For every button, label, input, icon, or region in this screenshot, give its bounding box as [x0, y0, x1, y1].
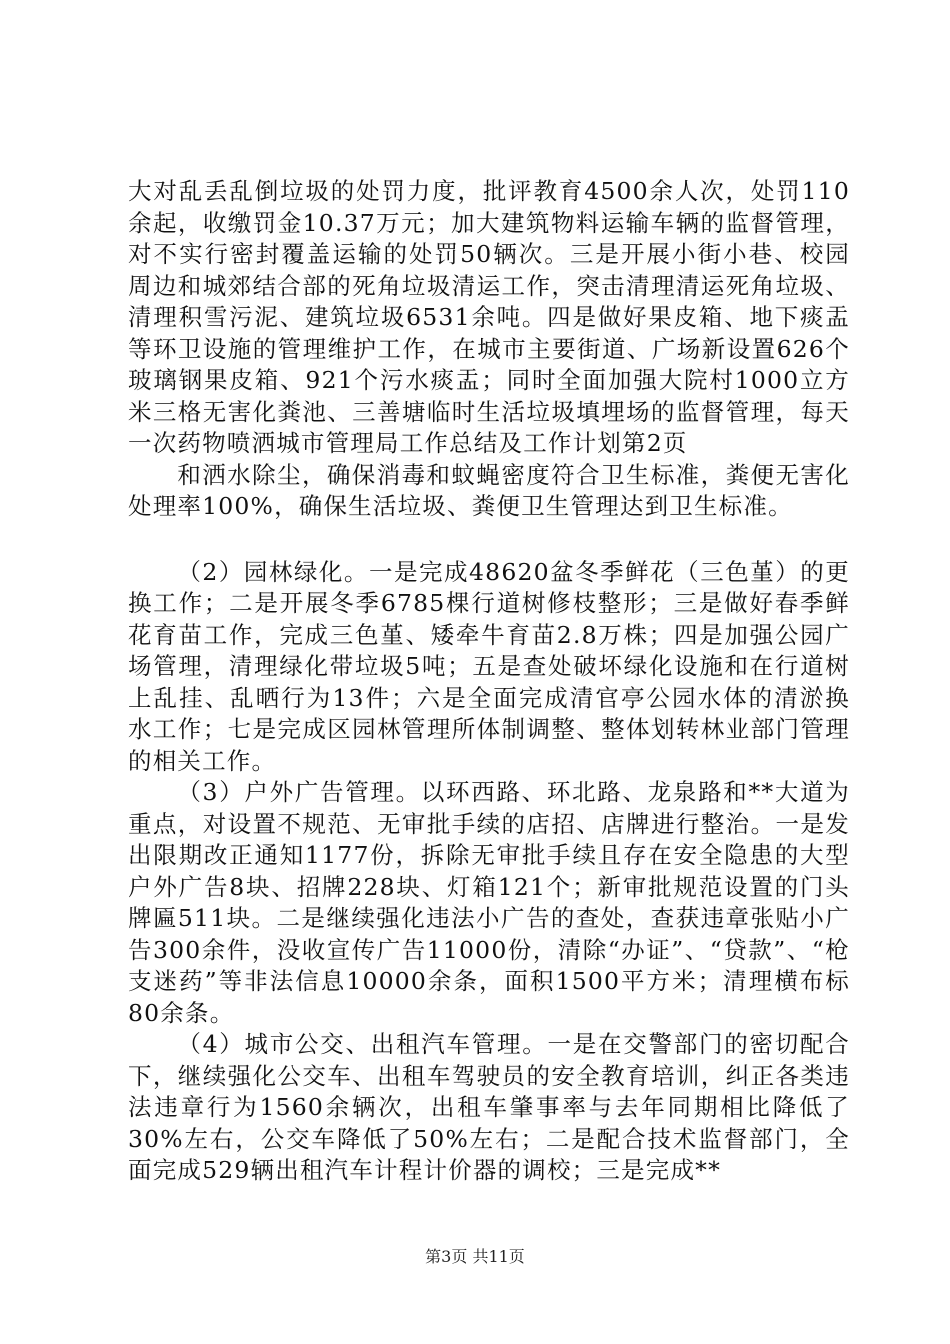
- page-number-footer: 第3页 共11页: [425, 1247, 525, 1266]
- paragraph-landscaping: （2）园林绿化。一是完成48620盆冬季鲜花（三色堇）的更换工作；二是开展冬季6785棵行道树修枝整形；三是做好春季鲜花育苗工作，完成三色堇、矮牵牛育苗2.8万株；四是加强公园广场管理，清理绿化带垃圾5吨；五是查处破坏绿化设施和在行道树上乱挂、乱晒行为13件；六是全面完成清官亭公园水体的清淤换水工作；七是完成区园林管理所体制调整、整体划转林业部门管理的相关工作。: [128, 557, 850, 775]
- paragraph-outdoor-advertising: （3）户外广告管理。以环西路、环北路、龙泉路和**大道为重点，对设置不规范、无审批手续的店招、店牌进行整治。一是发出限期改正通知1177份，拆除无审批手续且存在安全隐患的大型户外广告8块、招牌228块、灯箱121个；新审批规范设置的门头牌匾511块。二是继续强化违法小广告的查处，查获违章张贴小广告300余件，没收宣传广告11000份，清除“办证”、“贷款”、“枪支迷药”等非法信息10000余条，面积1500平方米；清理横布标80余条。: [128, 778, 850, 1027]
- document-body: [128, 176, 850, 1187]
- paragraph-bus-taxi: （4）城市公交、出租汽车管理。一是在交警部门的密切配合下，继续强化公交车、出租车驾驶员的安全教育培训，纠正各类违法违章行为1560余辆次，出租车肇事率与去年同期相比降低了30%左右，公交车降低了50%左右；二是配合技术监督部门，全面完成529辆出租汽车计程计价器的调校；三是完成**: [128, 1030, 850, 1184]
- paragraph-spacer: [128, 523, 850, 557]
- paragraph-disinfection: 和洒水除尘，确保消毒和蚊蝇密度符合卫生标准，粪便无害化处理率100%，确保生活垃圾、粪便卫生管理达到卫生标准。: [128, 460, 850, 520]
- paragraph-sanitation-continued: 大对乱丢乱倒垃圾的处罚力度，批评教育4500余人次，处罚110余起，收缴罚金10.37万元；加大建筑物料运输车辆的监督管理，对不实行密封覆盖运输的处罚50辆次。三是开展小街小巷、校园周边和城郊结合部的死角垃圾清运工作，突击清理清运死角垃圾、清理积雪污泥、建筑垃圾6531余吨。四是做好果皮箱、地下痰盂等环卫设施的管理维护工作，在城市主要街道、广场新设置626个玻璃钢果皮箱、921个污水痰盂；同时全面加强大院村1000立方米三格无害化粪池、三善塘临时生活垃圾填埋场的监督管理，每天一次药物喷洒城市管理局工作总结及工作计划第2页: [128, 177, 850, 457]
